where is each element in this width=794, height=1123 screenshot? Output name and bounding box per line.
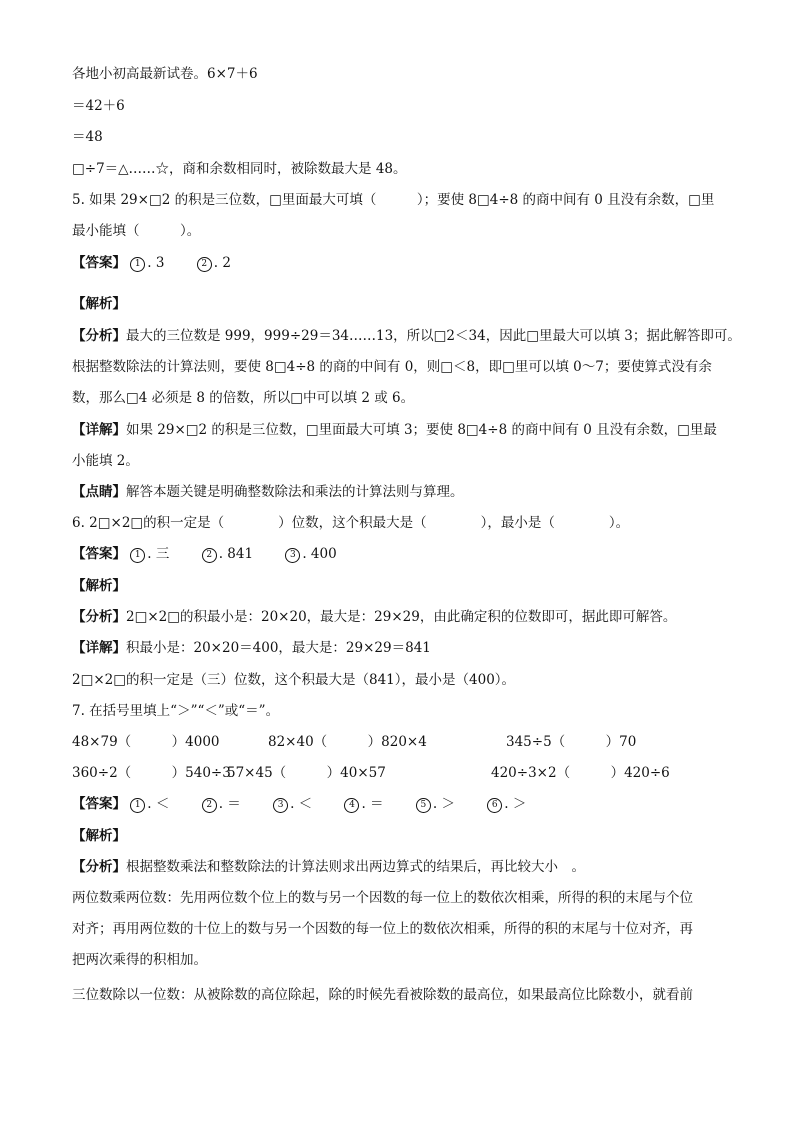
circled-number: 6 [487, 798, 502, 813]
analysis-heading: 【解析】 [72, 296, 126, 312]
answer-item: 4 . ＝ [344, 794, 383, 814]
detail-line: 小能填 2。 [72, 453, 139, 469]
answer-tag: 【答案】 [72, 796, 126, 812]
circled-number: 3 [273, 798, 288, 813]
circled-number: 2 [197, 257, 212, 272]
comparison-item: 48×79（ ）4000 [72, 734, 220, 750]
question-6-line: 6. 2□×2□的积一定是（ ）位数，这个积最大是（ ），最小是（ ）。 [72, 515, 630, 531]
answer-row [72, 253, 726, 273]
answer-item: 6 . ＞ [487, 794, 526, 814]
comparison-item: 345÷5（ ）70 [506, 734, 637, 750]
answer-tag: 【答案】 [72, 546, 126, 562]
comparison-item: 420÷3×2（ ）420÷6 [491, 765, 670, 781]
answer-item: 5 . ＞ [416, 794, 455, 814]
question-5-line: 最小能填（ ）。 [72, 223, 201, 239]
analysis-heading: 【解析】 [72, 578, 126, 594]
circled-number: 1 [130, 548, 145, 563]
circled-number: 5 [416, 798, 431, 813]
circled-number: 1 [130, 798, 145, 813]
answer-item: 1 . ＜ [130, 794, 169, 814]
analysis-line: 把两次乘得的积相加。 [72, 952, 207, 968]
analysis-line: 三位数除以一位数：从被除数的高位除起，除的时候先看被除数的最高位，如果最高位比除数小，就看前 [72, 987, 693, 1003]
detail-line: 【详解】如果 29×□2 的积是三位数，□里面最大可填 3；要使 8□4÷8 的商中间有 0 且没有余数，□里最 [72, 422, 717, 438]
answer-item: 2 . ＝ [202, 794, 241, 814]
comparison-item: 57×45（ ）40×57 [227, 765, 386, 781]
analysis-line: 【分析】根据整数乘法和整数除法的计算法则求出两边算式的结果后，再比较大小 。 [72, 859, 585, 875]
analysis-line: 数，那么□4 必须是 8 的倍数，所以□中可以填 2 或 6。 [72, 390, 415, 406]
analysis-line: 两位数乘两位数：先用两位数个位上的数与另一个因数的每一位上的数依次相乘，所得的积的末尾与个位 [72, 890, 693, 906]
answer-row [72, 544, 726, 564]
answer-item: 3 . ＜ [273, 794, 312, 814]
circled-number: 3 [285, 548, 300, 563]
analysis-heading: 【解析】 [72, 828, 126, 844]
circled-number: 1 [130, 257, 145, 272]
remark-line: 【点睛】解答本题关键是明确整数除法和乘法的计算法则与算理。 [72, 484, 464, 500]
analysis-line: 对齐；再用两位数的十位上的数与另一个因数的每一位上的数依次相乘，所得的积的末尾与十位对齐，再 [72, 921, 693, 937]
question-5-line: 5. 如果 29×□2 的积是三位数，□里面最大可填（ ）；要使 8□4÷8 的商中间有 0 且没有余数，□里 [72, 192, 715, 208]
question-7-line: 7. 在括号里填上“＞”“＜”或“＝”。 [72, 703, 280, 719]
text-line: ＝42＋6 [72, 98, 125, 114]
circled-number: 2 [202, 548, 217, 563]
result-line: 2□×2□的积一定是（三）位数，这个积最大是（841），最小是（400）。 [72, 672, 516, 688]
circled-number: 4 [344, 798, 359, 813]
detail-line: 【详解】积最小是：20×20＝400，最大是：29×29＝841 [72, 640, 431, 656]
answer-row [72, 794, 726, 814]
answer-item: 2 . 841 [202, 544, 253, 564]
answer-tag: 【答案】 [72, 255, 126, 271]
comparison-item: 360÷2（ ）540÷3 [72, 765, 231, 781]
answer-item: 1 . 三 [130, 544, 169, 564]
analysis-line: 根据整数除法的计算法则，要使 8□4÷8 的商的中间有 0，则□＜8，即□里可以填 0～7；要使算式没有余 [72, 359, 712, 375]
text-line: 各地小初高最新试卷。6×7＋6 [72, 66, 258, 82]
text-line: ＝48 [72, 129, 103, 145]
comparison-item: 82×40（ ）820×4 [268, 734, 427, 750]
circled-number: 2 [202, 798, 217, 813]
analysis-line: 【分析】最大的三位数是 999，999÷29＝34……13，所以□2＜34，因此□里最大可以填 3；据此解答即可。 [72, 328, 741, 344]
analysis-line: 【分析】2□×2□的积最小是：20×20，最大是：29×29，由此确定积的位数即可，据此即可解答。 [72, 609, 677, 625]
answer-item: 3 . 400 [285, 544, 336, 564]
answer-item: 2 . 2 [197, 253, 231, 273]
answer-item: 1 . 3 [130, 253, 164, 273]
text-line: □÷7＝△……☆，商和余数相同时，被除数最大是 48。 [72, 161, 407, 177]
